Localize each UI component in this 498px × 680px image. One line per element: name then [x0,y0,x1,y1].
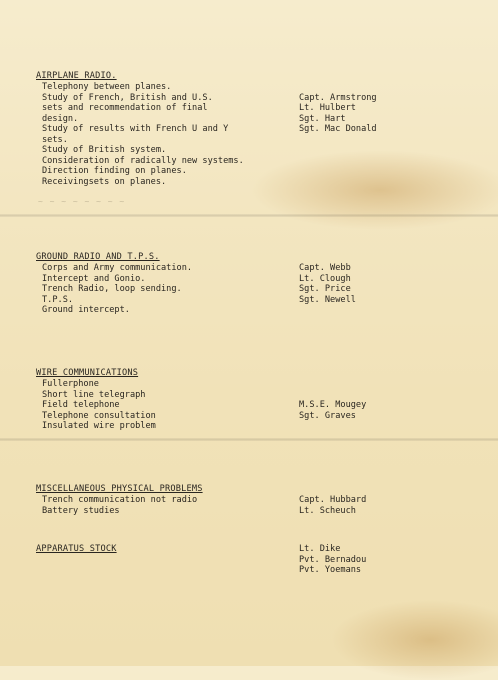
list-item [36,379,476,390]
task: Battery studies [42,505,120,516]
list-item [36,565,476,576]
assignee: Lt. Hulbert [299,103,356,113]
task: Study of British system. [42,145,167,155]
task: Field telephone [42,400,120,410]
assignee: Pvt. Bernadou [299,554,367,565]
assignee: M.S.E. Mougey [299,400,367,410]
list-item [36,305,476,316]
task: Trench Radio, loop sending. [42,284,182,294]
faded-bleed-text: ~ ~ ~ ~ ~ ~ ~ ~ [38,197,126,206]
list-item [36,114,476,125]
section-heading: GROUND RADIO AND T.P.S. [36,252,160,262]
task: Corps and Army communication. [42,263,193,273]
list-item [36,411,476,422]
section-heading: APPARATUS STOCK [36,544,117,554]
section-ground-radio [36,252,476,316]
section-heading: WIRE COMMUNICATIONS [36,368,139,378]
assignee: Pvt. Yoemans [299,565,362,575]
task: Direction finding on planes. [42,166,187,176]
list-item [36,284,476,295]
assignee: Lt. Scheuch [299,505,356,516]
list-item [36,82,476,93]
list-item [36,166,476,177]
task: design. [42,113,79,124]
list-item [36,274,476,285]
task: Intercept and Gonio. [42,273,146,284]
section-airplane-radio [36,71,476,187]
list-item [36,421,476,432]
list-item [36,544,476,555]
list-item [36,103,476,114]
section-heading: MISCELLANEOUS PHYSICAL PROBLEMS [36,484,203,494]
task: Study of French, British and U.S. [42,92,213,103]
paper-fold [0,214,498,217]
assignee: Lt. Clough [299,273,351,284]
list-item [36,263,476,274]
assignee: Capt. Webb [299,263,351,273]
paper-fold [0,438,498,441]
section-apparatus-stock [36,544,476,576]
task: sets and recommendation of final [42,103,208,113]
list-item [36,124,476,135]
list-item [36,177,476,188]
section-heading: AIRPLANE RADIO. [36,71,117,81]
task: Fullerphone [42,379,99,389]
task: Consideration of radically new systems. [42,155,244,166]
task: T.P.S. [42,294,74,305]
section-wire-communications [36,368,476,432]
task: Telephone consultation [42,410,156,421]
assignee: Sgt. Newell [299,294,356,305]
task: Ground intercept. [42,305,130,315]
task: Insulated wire problem [42,421,156,431]
assignee: Sgt. Hart [299,113,346,124]
paper-stain [330,600,498,680]
list-item [36,135,476,146]
list-item [36,555,476,566]
task: Study of results with French U and Y [42,124,229,134]
task: Trench communication not radio [42,495,198,505]
list-item [36,156,476,167]
task: Receivingsets on planes. [42,176,167,187]
list-item [36,295,476,306]
section-miscellaneous [36,484,476,516]
assignee: Capt. Armstrong [299,92,377,103]
assignee: Sgt. Mac Donald [299,124,377,134]
assignee: Sgt. Price [299,284,351,294]
list-item [36,495,476,506]
list-item [36,93,476,104]
task: sets. [42,134,68,145]
list-item [36,390,476,401]
list-item [36,145,476,156]
task: Telephony between planes. [42,82,172,92]
list-item [36,506,476,517]
list-item [36,400,476,411]
assignee: Capt. Hubbard [299,495,367,505]
task: Short line telegraph [42,389,146,400]
assignee: Lt. Dike [299,544,341,554]
assignee: Sgt. Graves [299,410,356,421]
